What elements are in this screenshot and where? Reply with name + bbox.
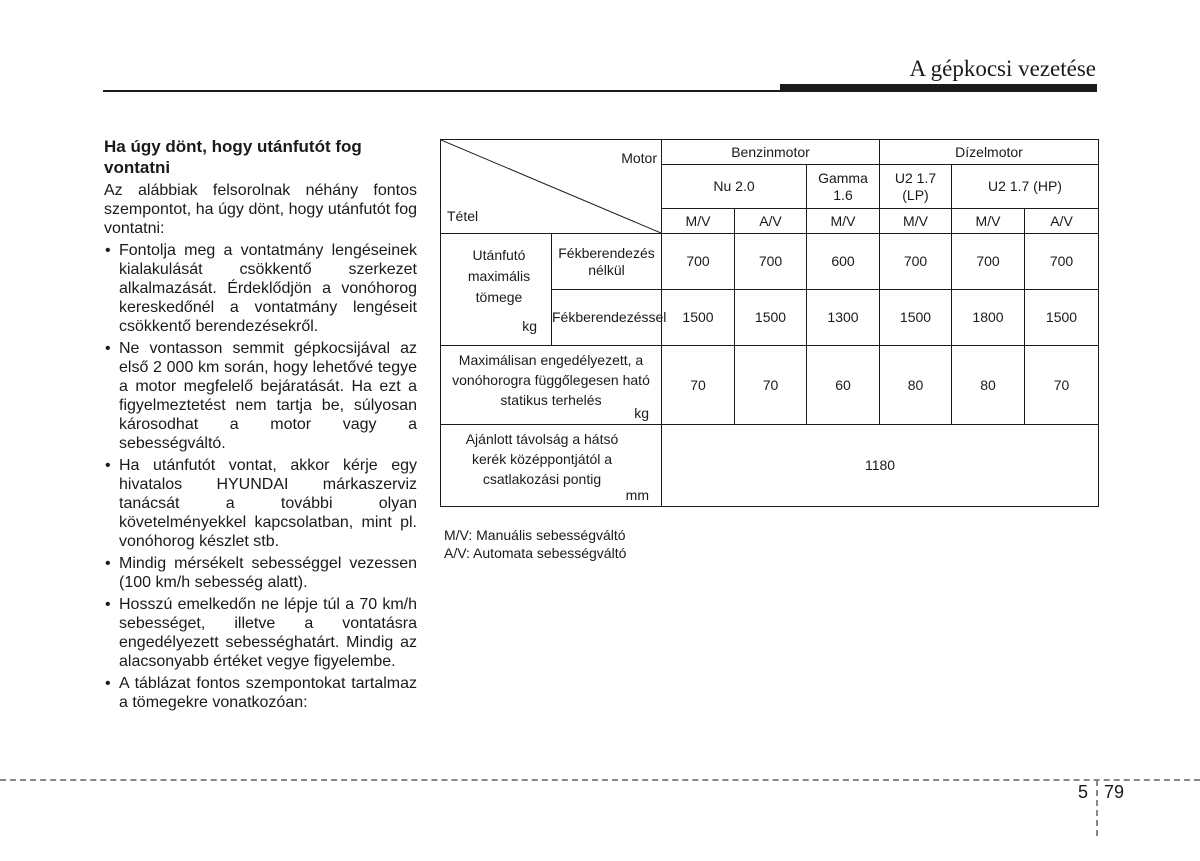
row-label-with-brake: Fékberendezéssel — [552, 290, 662, 346]
bullet-item: • Mindig mérsékelt sebességgel vezessen (100 km/h sebesség alatt). — [104, 554, 417, 592]
trailer-weight-table — [440, 139, 1099, 507]
footer-dashed-rule — [0, 779, 1200, 781]
header-transmission: A/V — [1025, 209, 1099, 234]
distance-value-cell: 1180 — [662, 425, 1099, 507]
header-transmission: M/V — [880, 209, 952, 234]
header-diesel: Dízelmotor — [880, 140, 1099, 165]
trailer-max-label: Utánfutó maximális tömege — [467, 247, 531, 305]
table-cell: 700 — [952, 234, 1025, 290]
footnote-automatic: A/V: Automata sebességváltó — [444, 545, 627, 561]
row-label-without-brake: Fékberendezés nélkül — [552, 234, 662, 290]
table-cell: 1500 — [1025, 290, 1099, 346]
table-cell: 80 — [952, 346, 1025, 425]
header-accent-bar — [780, 84, 1097, 92]
table-footnotes — [444, 526, 626, 562]
section-intro: Az alábbiak felsorolnak néhány fontos szempontot, ha úgy dönt, hogy utánfutót fog vontatni: — [104, 182, 417, 237]
header-model-u2-lp: U2 1.7 (LP) — [880, 165, 952, 209]
distance-unit: mm — [625, 487, 649, 503]
table-cell: 700 — [880, 234, 952, 290]
table-cell: 70 — [735, 346, 807, 425]
section-heading: Ha úgy dönt, hogy utánfutót fog vontatni — [104, 137, 362, 177]
row-header-trailer-max — [441, 234, 552, 346]
header-transmission: M/V — [662, 209, 735, 234]
table-cell: 1800 — [952, 290, 1025, 346]
header-model-u2-hp: U2 1.7 (HP) — [952, 165, 1099, 209]
bullet-item: • A táblázat fontos szempontokat tartalmaz a tömegekre vonatkozóan: — [104, 674, 417, 712]
table-cell: 700 — [1025, 234, 1099, 290]
chapter-title: A gépkocsi vezetése — [909, 56, 1096, 81]
bullet-item: • Fontolja meg a vontatmány lengéseinek kialakulását csökkentő szerkezet alkalmazását. Érdeklődjön a vonóhorog kereskedőnél a vontatmány lengéseit csökkentő berendezésekről. — [104, 241, 417, 336]
bullet-item: • Hosszú emelkedőn ne lépje túl a 70 km/h sebességet, illetve a vontatásra engedélyezett sebességhatárt. Mindig az alacsonyabb értéket vegye figyelembe. — [104, 595, 417, 671]
footnote-manual: M/V: Manuális sebességváltó — [444, 527, 626, 543]
header-transmission: M/V — [952, 209, 1025, 234]
header-transmission: M/V — [807, 209, 880, 234]
header-model-nu: Nu 2.0 — [662, 165, 807, 209]
row-header-distance — [441, 425, 662, 507]
table-cell: 1300 — [807, 290, 880, 346]
header-gasoline: Benzinmotor — [662, 140, 880, 165]
footer-vertical-dashed-rule — [1096, 780, 1098, 836]
table-cell: 700 — [662, 234, 735, 290]
table-cell: 1500 — [662, 290, 735, 346]
page-chapter-number: 5 — [1078, 782, 1089, 802]
corner-header-motor: Motor — [621, 150, 657, 166]
row-header-static-load — [441, 346, 662, 425]
header-transmission: A/V — [735, 209, 807, 234]
table-cell: 700 — [735, 234, 807, 290]
bullet-item: • Ne vontasson semmit gépkocsijával az első 2 000 km során, hogy lehetővé tegye a motor megfelelő bejáratását. Ha ezt a figyelmeztetést nem tartja be, súlyosan károsodhat a motor vagy a sebességváltó. — [104, 339, 417, 453]
distance-label: Ajánlott távolság a hátsó kerék középpontjától a csatlakozási pontig — [465, 431, 619, 487]
header-model-gamma: Gamma 1.6 — [807, 165, 880, 209]
table-cell: 1500 — [735, 290, 807, 346]
table-corner-cell — [441, 140, 662, 234]
table-cell: 70 — [1025, 346, 1099, 425]
static-load-label: Maximálisan engedélyezett, a vonóhorogra függőlegesen ható statikus terhelés — [452, 352, 650, 408]
table-cell: 80 — [880, 346, 952, 425]
table-cell: 60 — [807, 346, 880, 425]
trailer-max-unit: kg — [522, 318, 537, 334]
static-load-unit: kg — [634, 405, 649, 421]
table-cell: 1500 — [880, 290, 952, 346]
page-number: 79 — [1104, 782, 1125, 802]
corner-header-item: Tétel — [447, 208, 479, 224]
table-cell: 600 — [807, 234, 880, 290]
table-cell: 70 — [662, 346, 735, 425]
towing-section — [104, 136, 417, 712]
bullet-list — [104, 241, 417, 712]
bullet-item: • Ha utánfutót vontat, akkor kérje egy hivatalos HYUNDAI márkaszerviz tanácsát a további olyan követelményekkel kapcsolatban, mint pl. vonóhorog készlet stb. — [104, 456, 417, 551]
